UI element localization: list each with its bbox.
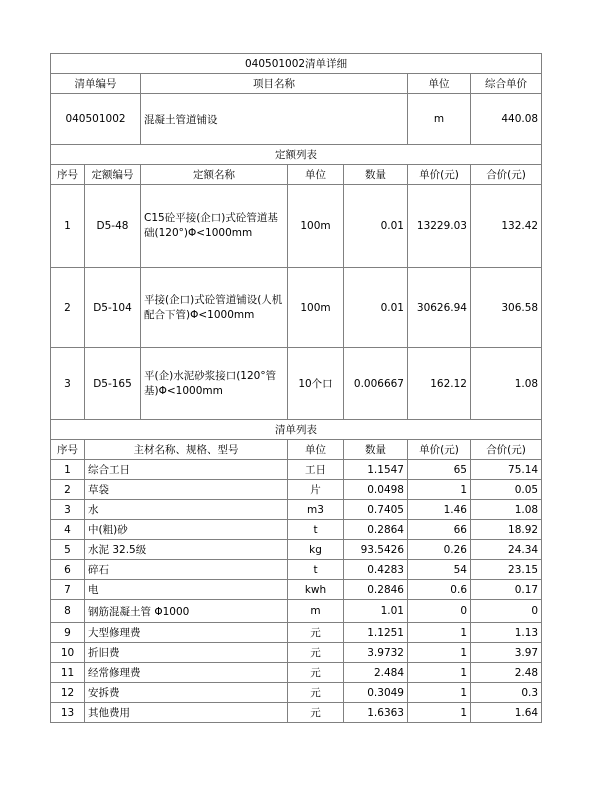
quota-col-qty: 数量: [344, 165, 408, 185]
list-total: 0.05: [471, 480, 542, 500]
list-row: [51, 460, 542, 480]
list-row: [51, 683, 542, 703]
list-name: 钢筋混凝土管 Φ1000: [85, 600, 288, 623]
list-section-title: 清单列表: [51, 420, 542, 440]
page-title: 040501002清单详细: [51, 54, 542, 74]
quota-row: [51, 185, 542, 268]
list-no: 1: [51, 460, 85, 480]
quota-col-total: 合价(元): [471, 165, 542, 185]
quota-section-title: 定额列表: [51, 145, 542, 165]
list-qty: 3.9732: [344, 643, 408, 663]
list-no: 13: [51, 703, 85, 723]
list-total: 0.17: [471, 580, 542, 600]
list-no: 4: [51, 520, 85, 540]
quota-price: 162.12: [408, 348, 471, 420]
bill-price-header: 综合单价: [471, 74, 542, 94]
quota-price: 30626.94: [408, 268, 471, 348]
list-name: 水: [85, 500, 288, 520]
list-unit: t: [288, 560, 344, 580]
quota-no: 2: [51, 268, 85, 348]
list-price: 1: [408, 703, 471, 723]
list-price: 1.46: [408, 500, 471, 520]
quota-code: D5-165: [85, 348, 141, 420]
quota-code: D5-48: [85, 185, 141, 268]
list-no: 2: [51, 480, 85, 500]
quota-qty: 0.006667: [344, 348, 408, 420]
quota-name: 平接(企口)式砼管道铺设(人机配合下管)Φ<1000mm: [141, 268, 288, 348]
list-name: 电: [85, 580, 288, 600]
title-row: [51, 54, 542, 74]
list-qty: 0.3049: [344, 683, 408, 703]
list-total: 1.64: [471, 703, 542, 723]
list-no: 7: [51, 580, 85, 600]
list-price: 0: [408, 600, 471, 623]
list-unit: 工日: [288, 460, 344, 480]
list-total: 24.34: [471, 540, 542, 560]
list-unit: m: [288, 600, 344, 623]
list-unit: kwh: [288, 580, 344, 600]
quota-unit: 100m: [288, 268, 344, 348]
list-qty: 0.0498: [344, 480, 408, 500]
list-col-name: 主材名称、规格、型号: [85, 440, 288, 460]
list-total: 1.13: [471, 623, 542, 643]
list-qty: 1.01: [344, 600, 408, 623]
list-name: 水泥 32.5级: [85, 540, 288, 560]
list-name: 其他费用: [85, 703, 288, 723]
list-unit: 元: [288, 703, 344, 723]
list-unit: 元: [288, 683, 344, 703]
list-total: 18.92: [471, 520, 542, 540]
list-name: 碎石: [85, 560, 288, 580]
material-list: [51, 460, 542, 723]
quota-unit: 100m: [288, 185, 344, 268]
list-col-no: 序号: [51, 440, 85, 460]
quota-code: D5-104: [85, 268, 141, 348]
bill-price: 440.08: [471, 94, 542, 145]
list-price: 1: [408, 663, 471, 683]
list-unit: m3: [288, 500, 344, 520]
list-price: 66: [408, 520, 471, 540]
list-no: 12: [51, 683, 85, 703]
list-total: 0.3: [471, 683, 542, 703]
quota-qty: 0.01: [344, 268, 408, 348]
list-name: 大型修理费: [85, 623, 288, 643]
list-col-price: 单价(元): [408, 440, 471, 460]
list-price: 54: [408, 560, 471, 580]
list-price: 0.6: [408, 580, 471, 600]
list-qty: 1.1251: [344, 623, 408, 643]
list-unit: 元: [288, 663, 344, 683]
list-unit: 片: [288, 480, 344, 500]
quota-total: 132.42: [471, 185, 542, 268]
quota-col-code: 定额编号: [85, 165, 141, 185]
list-unit: t: [288, 520, 344, 540]
list-row: [51, 703, 542, 723]
list-col-qty: 数量: [344, 440, 408, 460]
bill-name: 混凝土管道铺设: [141, 94, 408, 145]
list-total: 23.15: [471, 560, 542, 580]
list-qty: 0.4283: [344, 560, 408, 580]
list-row: [51, 663, 542, 683]
quota-section-row: [51, 145, 542, 165]
list-row: [51, 520, 542, 540]
bill-code-header: 清单编号: [51, 74, 141, 94]
list-row: [51, 480, 542, 500]
bill-detail-table: [50, 53, 542, 723]
quota-qty: 0.01: [344, 185, 408, 268]
list-no: 10: [51, 643, 85, 663]
list-header-row: [51, 440, 542, 460]
list-col-unit: 单位: [288, 440, 344, 460]
list-total: 75.14: [471, 460, 542, 480]
list-no: 11: [51, 663, 85, 683]
bill-header-row: [51, 74, 542, 94]
quota-total: 1.08: [471, 348, 542, 420]
quota-total: 306.58: [471, 268, 542, 348]
quota-name: C15砼平接(企口)式砼管道基础(120°)Φ<1000mm: [141, 185, 288, 268]
list-price: 1: [408, 643, 471, 663]
quota-col-no: 序号: [51, 165, 85, 185]
list-name: 折旧费: [85, 643, 288, 663]
list-unit: 元: [288, 643, 344, 663]
list-qty: 1.1547: [344, 460, 408, 480]
list-name: 经常修理费: [85, 663, 288, 683]
list-price: 65: [408, 460, 471, 480]
list-price: 0.26: [408, 540, 471, 560]
list-no: 3: [51, 500, 85, 520]
list-name: 综合工日: [85, 460, 288, 480]
list-row: [51, 560, 542, 580]
list-row: [51, 580, 542, 600]
list-unit: 元: [288, 623, 344, 643]
bill-unit: m: [408, 94, 471, 145]
list-price: 1: [408, 683, 471, 703]
list-price: 1: [408, 623, 471, 643]
list-qty: 93.5426: [344, 540, 408, 560]
quota-no: 3: [51, 348, 85, 420]
bill-name-header: 项目名称: [141, 74, 408, 94]
list-name: 安拆费: [85, 683, 288, 703]
list-qty: 2.484: [344, 663, 408, 683]
list-qty: 0.2864: [344, 520, 408, 540]
quota-row: [51, 348, 542, 420]
list-section-row: [51, 420, 542, 440]
quota-price: 13229.03: [408, 185, 471, 268]
list-no: 8: [51, 600, 85, 623]
list-price: 1: [408, 480, 471, 500]
quota-col-price: 单价(元): [408, 165, 471, 185]
list-name: 中(粗)砂: [85, 520, 288, 540]
bill-item-row: [51, 94, 542, 145]
list-qty: 1.6363: [344, 703, 408, 723]
bill-unit-header: 单位: [408, 74, 471, 94]
list-qty: 0.2846: [344, 580, 408, 600]
quota-no: 1: [51, 185, 85, 268]
list-name: 草袋: [85, 480, 288, 500]
quota-col-unit: 单位: [288, 165, 344, 185]
quota-header-row: [51, 165, 542, 185]
list-col-total: 合价(元): [471, 440, 542, 460]
list-total: 1.08: [471, 500, 542, 520]
bill-code: 040501002: [51, 94, 141, 145]
list-no: 5: [51, 540, 85, 560]
list-row: [51, 643, 542, 663]
quota-row: [51, 268, 542, 348]
list-no: 9: [51, 623, 85, 643]
list-row: [51, 623, 542, 643]
quota-unit: 10个口: [288, 348, 344, 420]
list-no: 6: [51, 560, 85, 580]
list-total: 0: [471, 600, 542, 623]
list-row: [51, 540, 542, 560]
list-row: [51, 500, 542, 520]
list-row: [51, 600, 542, 623]
list-total: 3.97: [471, 643, 542, 663]
quota-col-name: 定额名称: [141, 165, 288, 185]
list-total: 2.48: [471, 663, 542, 683]
quota-name: 平(企)水泥砂浆接口(120°管基)Φ<1000mm: [141, 348, 288, 420]
list-qty: 0.7405: [344, 500, 408, 520]
list-unit: kg: [288, 540, 344, 560]
